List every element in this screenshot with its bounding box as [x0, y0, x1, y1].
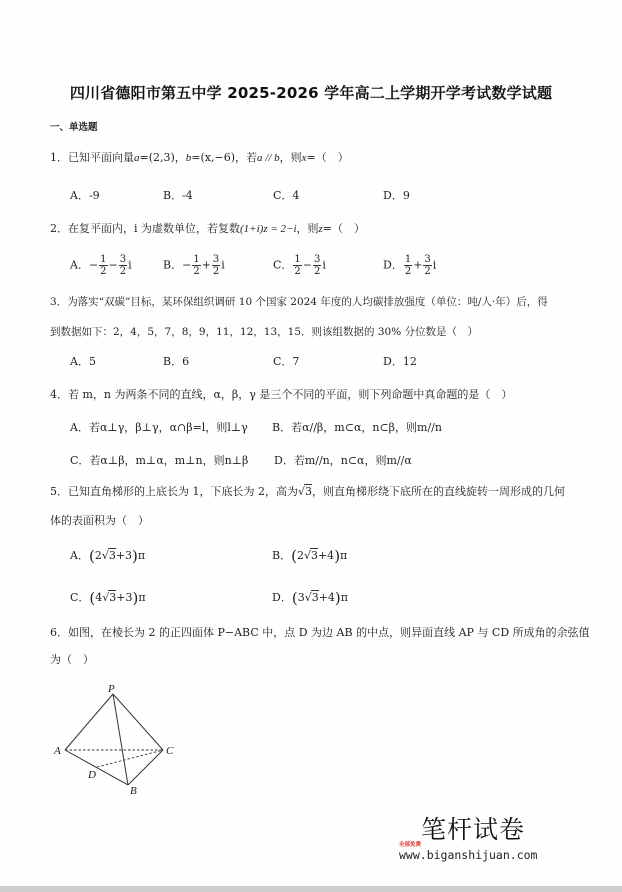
- question-number: 1．: [50, 151, 68, 164]
- q3-option-b[interactable]: B．6: [163, 355, 190, 368]
- fraction: $\frac{3}{2}$: [119, 254, 127, 277]
- q1-option-a[interactable]: A．-9: [70, 189, 100, 202]
- q3-option-d[interactable]: D．12: [383, 355, 417, 368]
- sqrt-value: 3: [305, 485, 313, 498]
- q2-option-b[interactable]: B．− $\frac{1}{2}$ + $\frac{3}{2}$ i: [163, 254, 225, 277]
- question-number: 2．: [50, 222, 68, 235]
- q1-option-d[interactable]: D．9: [383, 189, 410, 202]
- fraction: $\frac{1}{2}$: [294, 254, 301, 277]
- tetrahedron-diagram: [50, 682, 180, 797]
- question-6: 6．如图，在棱长为 2 的正四面体 P−ABC 中，点 D 为边 AB 的中点，则异面直线 AP 与 CD 所成角的余弦值: [50, 626, 590, 639]
- q5-option-c[interactable]: C．(4√3+3)π: [70, 589, 146, 607]
- q4-option-d[interactable]: D．若m//n，n⊂α，则m//α: [274, 454, 412, 467]
- tetrahedron-figure: [50, 682, 180, 797]
- question-number: 3．: [50, 296, 68, 308]
- label-c: C: [166, 745, 174, 757]
- fraction: $\frac{3}{2}$: [212, 254, 220, 277]
- q5-option-a[interactable]: A．(2√3+3)π: [70, 547, 146, 565]
- document-title: 四川省德阳市第五中学 2025-2026 学年高二上学期开学考试数学试题: [69, 84, 553, 102]
- label-b: B: [130, 785, 137, 797]
- question-6-line-2: 为（ ）: [50, 653, 94, 666]
- question-4: 4．若 m，n 为两条不同的直线，α，β，γ 是三个不同的平面，则下列命题中真命题的是（ ）: [50, 388, 513, 401]
- label-a: A: [54, 745, 61, 757]
- section-heading: 一、单选题: [50, 122, 98, 133]
- q4-option-b[interactable]: B．若α//β，m⊂α，n⊂β，则m//n: [272, 421, 442, 434]
- question-number: 4．: [50, 388, 68, 401]
- q5-option-b[interactable]: B．(2√3+4)π: [272, 547, 348, 565]
- question-5-line-2: 体的表面积为（ ）: [50, 514, 149, 527]
- q3-option-c[interactable]: C．7: [273, 355, 300, 368]
- question-3-line-2: 到数据如下：2，4，5，7，8，9，11，12，13，15．则该组数据的 30% 分位数是（ ）: [50, 326, 479, 338]
- q2-option-c[interactable]: C． $\frac{1}{2}$ − $\frac{3}{2}$ i: [273, 254, 326, 277]
- fraction: $\frac{1}{2}$: [100, 254, 107, 277]
- q1-option-c[interactable]: C．4: [273, 189, 300, 202]
- q2-option-a[interactable]: A．− $\frac{1}{2}$ − $\frac{3}{2}$ i: [70, 254, 132, 277]
- label-d: D: [88, 769, 96, 781]
- q1-option-b[interactable]: B．-4: [163, 189, 193, 202]
- question-5: 5．已知直角梯形的上底长为 1，下底长为 2，高为√3，则直角梯形绕下底所在的直线旋转一周形成的几何: [50, 485, 566, 498]
- watermark-url: www.biganshijuan.com: [399, 848, 538, 862]
- fraction: $\frac{3}{2}$: [424, 254, 431, 277]
- question-2: 2．在复平面内，i 为虚数单位，若复数(1+i)z = 2−i，则z=（ ）: [50, 222, 366, 235]
- question-number: 6．: [50, 626, 68, 639]
- q4-option-a[interactable]: A．若α⊥γ，β⊥γ，α∩β=l，则l⊥γ: [70, 421, 248, 434]
- watermark-tag: 全部免费: [399, 842, 422, 848]
- page-bottom-divider: [0, 886, 622, 892]
- question-number: 5．: [50, 485, 68, 498]
- q5-option-d[interactable]: D．(3√3+4)π: [272, 589, 349, 607]
- q3-option-a[interactable]: A．5: [70, 355, 96, 368]
- q4-option-c[interactable]: C．若α⊥β，m⊥α，m⊥n，则n⊥β: [70, 454, 249, 467]
- vector-b: b: [185, 152, 192, 164]
- q2-option-d[interactable]: D． $\frac{1}{2}$ + $\frac{3}{2}$ i: [383, 254, 437, 277]
- watermark-brand: 笔杆试卷: [421, 815, 526, 844]
- question-3: 3．为落实“双碳”目标，某环保组织调研 10 个国家 2024 年度的人均碳排放强度（单位：吨/人·年）后，得: [50, 296, 548, 308]
- fraction: $\frac{3}{2}$: [314, 254, 321, 277]
- question-1: 1．已知平面向量a=(2,3)，b=(x,−6)，若a // b，则x=（ ）: [50, 151, 349, 164]
- fraction: $\frac{1}{2}$: [404, 254, 412, 277]
- label-p: P: [108, 683, 115, 695]
- vector-a: a: [134, 152, 140, 164]
- fraction: $\frac{1}{2}$: [193, 254, 200, 277]
